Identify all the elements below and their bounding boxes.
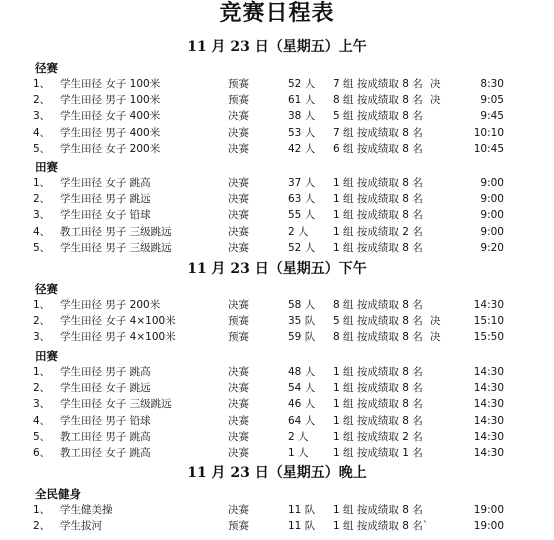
row-index: 4、: [33, 225, 51, 238]
final-mark: 决: [430, 315, 441, 328]
participant-count: 35 队: [288, 315, 316, 328]
row-index: 5、: [33, 241, 51, 254]
row-index: 4、: [33, 414, 51, 427]
row-index: 1、: [33, 299, 51, 311]
start-time: 14:30: [473, 430, 504, 443]
advance-rule: 1 组 按成绩取 8 名: [333, 209, 423, 222]
start-time: 9:00: [480, 225, 504, 238]
event-name: 学生田径 男子 400米: [60, 126, 161, 139]
round-type: 决赛: [228, 193, 249, 206]
category-heading: 全民健身: [35, 487, 81, 501]
final-mark: 决: [430, 94, 441, 107]
round-type: 决赛: [228, 366, 249, 378]
final-mark: 决: [430, 331, 441, 344]
event-name: 学生拔河: [60, 520, 102, 533]
schedule-row: [0, 92, 554, 108]
advance-rule: 1 组 按成绩取 8 名: [333, 504, 423, 516]
event-name: 学生田径 男子 三级跳远: [60, 241, 172, 254]
schedule-row: [0, 445, 554, 461]
schedule-row: [0, 191, 554, 207]
participant-count: 52 人: [288, 78, 316, 90]
advance-rule: 8 组 按成绩取 8 名: [333, 299, 423, 311]
schedule-row: [0, 396, 554, 412]
event-name: 学生健美操: [60, 504, 113, 516]
session-heading: 11 月 23 日（星期五）下午: [187, 261, 367, 277]
row-index: 4、: [33, 126, 51, 139]
start-time: 15:50: [473, 331, 504, 344]
participant-count: 59 队: [288, 331, 316, 344]
round-type: 决赛: [228, 299, 249, 311]
schedule-row: [0, 297, 554, 313]
advance-rule: 8 组 按成绩取 8 名: [333, 94, 423, 107]
schedule-row: [0, 380, 554, 396]
row-index: 3、: [33, 110, 51, 123]
start-time: 9:00: [480, 177, 504, 189]
round-type: 决赛: [228, 241, 249, 254]
event-name: 学生田径 男子 200米: [60, 299, 161, 311]
start-time: 14:30: [473, 366, 504, 378]
start-time: 10:10: [473, 126, 504, 139]
round-type: 预赛: [228, 315, 249, 328]
advance-rule: 1 组 按成绩取 8 名: [333, 177, 423, 189]
event-name: 学生田径 女子 跳高: [60, 177, 151, 189]
category-heading: 径赛: [35, 282, 58, 296]
advance-rule: 1 组 按成绩取 8 名: [333, 193, 423, 206]
participant-count: 38 人: [288, 110, 316, 123]
start-time: 9:45: [480, 110, 504, 123]
advance-rule: 1 组 按成绩取 8 名: [333, 398, 423, 411]
start-time: 15:10: [473, 315, 504, 328]
participant-count: 52 人: [288, 241, 316, 254]
participant-count: 2 人: [288, 430, 309, 443]
start-time: 14:30: [473, 299, 504, 311]
schedule-row: [0, 413, 554, 429]
start-time: 14:30: [473, 447, 504, 459]
round-type: 决赛: [228, 430, 249, 443]
schedule-row: [0, 207, 554, 223]
event-name: 学生田径 女子 100米: [60, 78, 161, 90]
schedule-row: [0, 364, 554, 380]
event-name: 学生田径 女子 铅球: [60, 209, 151, 222]
advance-rule: 1 组 按成绩取 8 名: [333, 366, 423, 378]
start-time: 9:00: [480, 209, 504, 222]
advance-rule: 1 组 按成绩取 2 名: [333, 225, 423, 238]
row-index: 1、: [33, 177, 51, 189]
advance-rule: 1 组 按成绩取 8 名: [333, 382, 423, 395]
round-type: 决赛: [228, 225, 249, 238]
round-type: 决赛: [228, 447, 249, 459]
participant-count: 46 人: [288, 398, 316, 411]
participant-count: 1 人: [288, 447, 309, 459]
event-name: 学生田径 男子 4×100米: [60, 331, 176, 344]
participant-count: 61 人: [288, 94, 316, 107]
start-time: 9:00: [480, 193, 504, 206]
row-index: 6、: [33, 447, 51, 459]
schedule-row: [0, 125, 554, 141]
schedule-row: [0, 240, 554, 256]
schedule-row: [0, 518, 554, 534]
advance-rule: 6 组 按成绩取 8 名: [333, 142, 423, 155]
participant-count: 42 人: [288, 142, 316, 155]
row-index: 1、: [33, 504, 51, 516]
round-type: 决赛: [228, 209, 249, 222]
participant-count: 37 人: [288, 177, 316, 189]
participant-count: 11 队: [288, 520, 316, 533]
schedule-row: [0, 108, 554, 124]
advance-rule: 1 组 按成绩取 2 名: [333, 430, 423, 443]
round-type: 决赛: [228, 126, 249, 139]
advance-rule: 1 组 按成绩取 8 名: [333, 241, 423, 254]
start-time: 9:20: [480, 241, 504, 254]
start-time: 14:30: [473, 398, 504, 411]
row-index: 2、: [33, 193, 51, 206]
round-type: 决赛: [228, 398, 249, 411]
schedule-row: [0, 313, 554, 329]
advance-rule: 8 组 按成绩取 8 名: [333, 331, 423, 344]
start-time: 9:05: [480, 94, 504, 107]
event-name: 学生田径 女子 三级跳远: [60, 398, 172, 411]
round-type: 决赛: [228, 177, 249, 189]
round-type: 决赛: [228, 414, 249, 427]
event-name: 学生田径 男子 跳高: [60, 366, 151, 378]
schedule-row: [0, 175, 554, 191]
page-title: 竞赛日程表: [219, 1, 335, 26]
round-type: 决赛: [228, 504, 249, 516]
start-time: 14:30: [473, 382, 504, 395]
schedule-row: [0, 329, 554, 345]
advance-rule: 7 组 按成绩取 8 名: [333, 78, 423, 90]
event-name: 学生田径 女子 4×100米: [60, 315, 176, 328]
start-time: 19:00: [473, 504, 504, 516]
round-type: 预赛: [228, 78, 249, 90]
round-type: 预赛: [228, 520, 249, 533]
participant-count: 63 人: [288, 193, 316, 206]
round-type: 决赛: [228, 110, 249, 123]
row-index: 2、: [33, 315, 51, 328]
round-type: 预赛: [228, 94, 249, 107]
advance-rule: 1 组 按成绩取 8 名: [333, 414, 423, 427]
participant-count: 53 人: [288, 126, 316, 139]
start-time: 8:30: [480, 78, 504, 90]
row-index: 2、: [33, 382, 51, 395]
participant-count: 55 人: [288, 209, 316, 222]
participant-count: 11 队: [288, 504, 316, 516]
row-index: 1、: [33, 78, 51, 90]
schedule-row: [0, 141, 554, 157]
event-name: 学生田径 男子 铅球: [60, 414, 151, 427]
advance-rule: 1 组 按成绩取 8 名`: [333, 520, 428, 533]
row-index: 3、: [33, 209, 51, 222]
event-name: 学生田径 女子 200米: [60, 142, 161, 155]
round-type: 预赛: [228, 331, 249, 344]
session-heading: 11 月 23 日（星期五）晚上: [187, 465, 367, 481]
participant-count: 48 人: [288, 366, 316, 378]
row-index: 1、: [33, 366, 51, 378]
schedule-row: [0, 502, 554, 518]
schedule-row: [0, 76, 554, 92]
schedule-row: [0, 429, 554, 445]
round-type: 决赛: [228, 142, 249, 155]
advance-rule: 5 组 按成绩取 8 名: [333, 315, 423, 328]
category-heading: 田赛: [35, 160, 58, 174]
session-heading: 11 月 23 日（星期五）上午: [187, 39, 367, 55]
round-type: 决赛: [228, 382, 249, 395]
participant-count: 58 人: [288, 299, 316, 311]
row-index: 5、: [33, 142, 51, 155]
event-name: 学生田径 男子 跳远: [60, 193, 151, 206]
advance-rule: 7 组 按成绩取 8 名: [333, 126, 423, 139]
event-name: 教工田径 男子 跳高: [60, 430, 151, 443]
row-index: 3、: [33, 331, 51, 344]
event-name: 教工田径 男子 三级跳远: [60, 225, 172, 238]
participant-count: 2 人: [288, 225, 309, 238]
start-time: 10:45: [473, 142, 504, 155]
category-heading: 径赛: [35, 61, 58, 75]
advance-rule: 1 组 按成绩取 1 名: [333, 447, 423, 459]
advance-rule: 5 组 按成绩取 8 名: [333, 110, 423, 123]
final-mark: 决: [430, 78, 441, 90]
row-index: 5、: [33, 430, 51, 443]
schedule-row: [0, 224, 554, 240]
category-heading: 田赛: [35, 349, 58, 363]
event-name: 学生田径 女子 跳远: [60, 382, 151, 395]
row-index: 3、: [33, 398, 51, 411]
event-name: 教工田径 女子 跳高: [60, 447, 151, 459]
row-index: 2、: [33, 520, 51, 533]
start-time: 19:00: [473, 520, 504, 533]
row-index: 2、: [33, 94, 51, 107]
participant-count: 64 人: [288, 414, 316, 427]
event-name: 学生田径 男子 100米: [60, 94, 161, 107]
event-name: 学生田径 女子 400米: [60, 110, 161, 123]
start-time: 14:30: [473, 414, 504, 427]
participant-count: 54 人: [288, 382, 316, 395]
